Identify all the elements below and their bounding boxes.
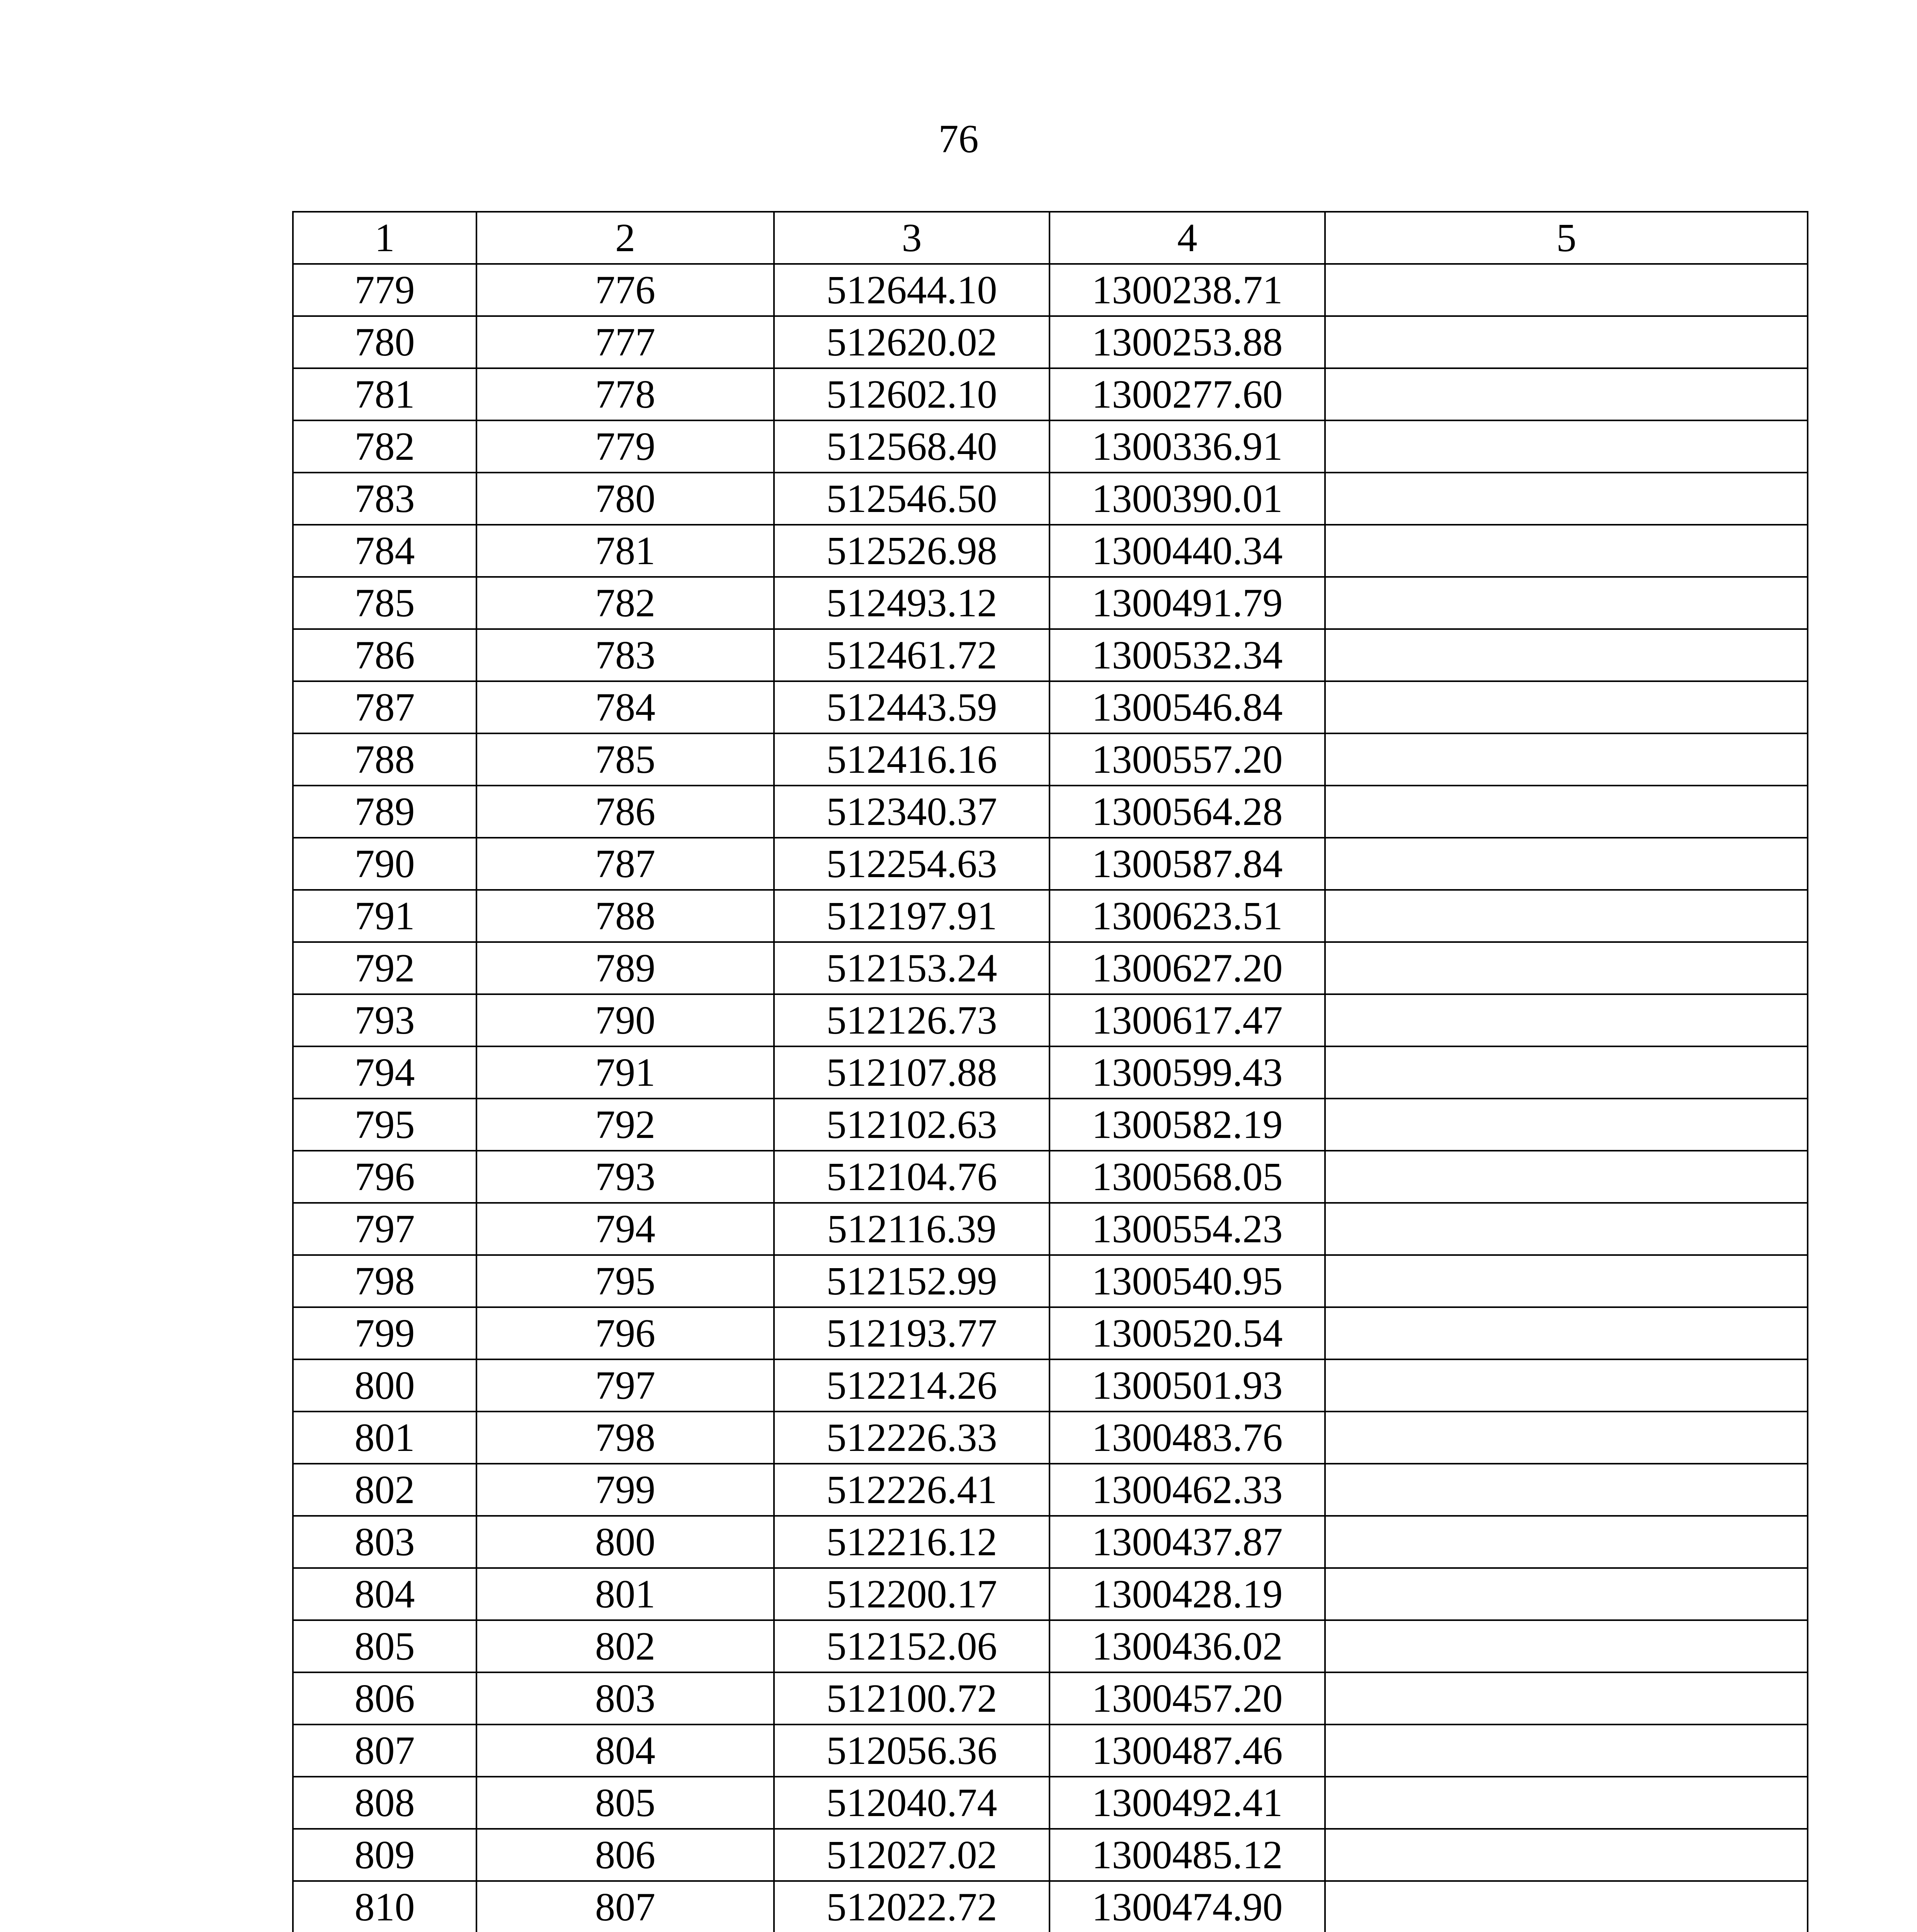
table-cell-col-1: 802 (293, 1464, 476, 1516)
table-cell-col-3: 512200.17 (774, 1568, 1050, 1620)
table-cell-col-3: 512040.74 (774, 1777, 1050, 1829)
table-cell-col-1: 796 (293, 1151, 476, 1203)
table-cell-col-5 (1325, 890, 1808, 942)
header-cell-3: 3 (774, 212, 1050, 264)
table-cell-col-1: 804 (293, 1568, 476, 1620)
table-cell-col-2: 794 (476, 1203, 774, 1255)
table-cell-col-3: 512193.77 (774, 1307, 1050, 1359)
table-cell-col-4: 1300599.43 (1050, 1046, 1325, 1099)
table-row (293, 1464, 1808, 1516)
table-cell-col-4: 1300485.12 (1050, 1829, 1325, 1881)
table-cell-col-2: 780 (476, 473, 774, 525)
table-cell-col-2: 791 (476, 1046, 774, 1099)
table-cell-col-3: 512340.37 (774, 786, 1050, 838)
table-cell-col-5 (1325, 1099, 1808, 1151)
table-cell-col-1: 790 (293, 838, 476, 890)
header-cell-2: 2 (476, 212, 774, 264)
table-cell-col-4: 1300520.54 (1050, 1307, 1325, 1359)
table-cell-col-2: 798 (476, 1412, 774, 1464)
table-cell-col-1: 800 (293, 1359, 476, 1412)
table-cell-col-5 (1325, 1516, 1808, 1568)
table-cell-col-1: 783 (293, 473, 476, 525)
table-cell-col-1: 785 (293, 577, 476, 629)
table-cell-col-1: 806 (293, 1672, 476, 1725)
table-row (293, 629, 1808, 681)
table-cell-col-1: 797 (293, 1203, 476, 1255)
table-row (293, 1777, 1808, 1829)
table-cell-col-2: 800 (476, 1516, 774, 1568)
table-cell-col-5 (1325, 1725, 1808, 1777)
table-cell-col-3: 512102.63 (774, 1099, 1050, 1151)
header-cell-5: 5 (1325, 212, 1808, 264)
table-cell-col-3: 512216.12 (774, 1516, 1050, 1568)
table-cell-col-5 (1325, 681, 1808, 733)
table-row (293, 942, 1808, 994)
table-cell-col-4: 1300546.84 (1050, 681, 1325, 733)
table-cell-col-3: 512214.26 (774, 1359, 1050, 1412)
table-cell-col-4: 1300440.34 (1050, 525, 1325, 577)
table-cell-col-4: 1300492.41 (1050, 1777, 1325, 1829)
table-cell-col-5 (1325, 1203, 1808, 1255)
table-cell-col-4: 1300554.23 (1050, 1203, 1325, 1255)
table-cell-col-3: 512602.10 (774, 368, 1050, 420)
table-row (293, 316, 1808, 368)
table-cell-col-2: 796 (476, 1307, 774, 1359)
table-cell-col-3: 512526.98 (774, 525, 1050, 577)
table-cell-col-4: 1300437.87 (1050, 1516, 1325, 1568)
table-cell-col-2: 799 (476, 1464, 774, 1516)
table-cell-col-5 (1325, 1881, 1808, 1932)
table-cell-col-3: 512620.02 (774, 316, 1050, 368)
table-cell-col-2: 781 (476, 525, 774, 577)
table-cell-col-2: 784 (476, 681, 774, 733)
table-cell-col-3: 512197.91 (774, 890, 1050, 942)
table-row (293, 1725, 1808, 1777)
table-row (293, 1672, 1808, 1725)
table-cell-col-4: 1300532.34 (1050, 629, 1325, 681)
table-cell-col-4: 1300627.20 (1050, 942, 1325, 994)
table-cell-col-5 (1325, 577, 1808, 629)
table-cell-col-3: 512107.88 (774, 1046, 1050, 1099)
table-cell-col-1: 782 (293, 420, 476, 473)
table-row (293, 786, 1808, 838)
table-cell-col-4: 1300238.71 (1050, 264, 1325, 316)
table-cell-col-2: 797 (476, 1359, 774, 1412)
coordinates-table (292, 211, 1808, 1932)
table-cell-col-2: 779 (476, 420, 774, 473)
table-cell-col-4: 1300457.20 (1050, 1672, 1325, 1725)
table-cell-col-4: 1300568.05 (1050, 1151, 1325, 1203)
table-cell-col-3: 512226.33 (774, 1412, 1050, 1464)
table-cell-col-5 (1325, 629, 1808, 681)
table-cell-col-1: 780 (293, 316, 476, 368)
table-cell-col-4: 1300253.88 (1050, 316, 1325, 368)
table-row (293, 681, 1808, 733)
table-cell-col-4: 1300582.19 (1050, 1099, 1325, 1151)
table-cell-col-3: 512568.40 (774, 420, 1050, 473)
table-cell-col-4: 1300487.46 (1050, 1725, 1325, 1777)
table-cell-col-1: 784 (293, 525, 476, 577)
table-cell-col-1: 779 (293, 264, 476, 316)
table-row (293, 1359, 1808, 1412)
table-cell-col-2: 786 (476, 786, 774, 838)
table-cell-col-5 (1325, 1151, 1808, 1203)
table-cell-col-3: 512152.06 (774, 1620, 1050, 1672)
table-cell-col-5 (1325, 733, 1808, 786)
table-cell-col-5 (1325, 1046, 1808, 1099)
table-cell-col-1: 794 (293, 1046, 476, 1099)
table-cell-col-1: 781 (293, 368, 476, 420)
table-cell-col-4: 1300277.60 (1050, 368, 1325, 420)
table-row (293, 994, 1808, 1046)
table-row (293, 1412, 1808, 1464)
table-cell-col-4: 1300462.33 (1050, 1464, 1325, 1516)
table-row (293, 577, 1808, 629)
table-cell-col-3: 512116.39 (774, 1203, 1050, 1255)
table-cell-col-4: 1300587.84 (1050, 838, 1325, 890)
table-row (293, 1255, 1808, 1307)
table-cell-col-5 (1325, 994, 1808, 1046)
table-cell-col-3: 512254.63 (774, 838, 1050, 890)
table-cell-col-3: 512027.02 (774, 1829, 1050, 1881)
table-cell-col-2: 788 (476, 890, 774, 942)
table-cell-col-3: 512644.10 (774, 264, 1050, 316)
table-cell-col-1: 810 (293, 1881, 476, 1932)
table-cell-col-1: 803 (293, 1516, 476, 1568)
table-cell-col-2: 802 (476, 1620, 774, 1672)
table-row (293, 1568, 1808, 1620)
table-cell-col-2: 782 (476, 577, 774, 629)
table-cell-col-5 (1325, 1412, 1808, 1464)
table-body (293, 264, 1808, 1932)
table-cell-col-2: 806 (476, 1829, 774, 1881)
table-cell-col-3: 512100.72 (774, 1672, 1050, 1725)
table-cell-col-5 (1325, 1620, 1808, 1672)
table-cell-col-2: 789 (476, 942, 774, 994)
table-cell-col-1: 799 (293, 1307, 476, 1359)
table-cell-col-1: 801 (293, 1412, 476, 1464)
table-cell-col-1: 793 (293, 994, 476, 1046)
table-cell-col-5 (1325, 1672, 1808, 1725)
table-cell-col-5 (1325, 316, 1808, 368)
table-cell-col-4: 1300617.47 (1050, 994, 1325, 1046)
table-cell-col-1: 792 (293, 942, 476, 994)
table-cell-col-2: 787 (476, 838, 774, 890)
table-row (293, 525, 1808, 577)
table-cell-col-2: 790 (476, 994, 774, 1046)
table-cell-col-5 (1325, 942, 1808, 994)
table-cell-col-1: 789 (293, 786, 476, 838)
header-cell-1: 1 (293, 212, 476, 264)
table-cell-col-4: 1300557.20 (1050, 733, 1325, 786)
table-cell-col-1: 807 (293, 1725, 476, 1777)
table-cell-col-4: 1300483.76 (1050, 1412, 1325, 1464)
table-row (293, 420, 1808, 473)
table-cell-col-4: 1300564.28 (1050, 786, 1325, 838)
table-cell-col-5 (1325, 1829, 1808, 1881)
table-cell-col-3: 512226.41 (774, 1464, 1050, 1516)
table-row (293, 1046, 1808, 1099)
table-cell-col-2: 776 (476, 264, 774, 316)
table-row (293, 1829, 1808, 1881)
table-cell-col-5 (1325, 525, 1808, 577)
table-cell-col-5 (1325, 786, 1808, 838)
table-row (293, 1620, 1808, 1672)
table-cell-col-2: 801 (476, 1568, 774, 1620)
table-cell-col-5 (1325, 473, 1808, 525)
table-cell-col-5 (1325, 420, 1808, 473)
table-cell-col-5 (1325, 1568, 1808, 1620)
table-cell-col-4: 1300428.19 (1050, 1568, 1325, 1620)
table-cell-col-4: 1300540.95 (1050, 1255, 1325, 1307)
table-cell-col-1: 788 (293, 733, 476, 786)
page-number: 76 (938, 117, 979, 161)
table-cell-col-3: 512056.36 (774, 1725, 1050, 1777)
table-cell-col-2: 793 (476, 1151, 774, 1203)
table-cell-col-3: 512152.99 (774, 1255, 1050, 1307)
table-cell-col-1: 795 (293, 1099, 476, 1151)
header-row (293, 212, 1808, 264)
table-cell-col-2: 783 (476, 629, 774, 681)
table-row (293, 733, 1808, 786)
table-cell-col-2: 777 (476, 316, 774, 368)
table-cell-col-3: 512443.59 (774, 681, 1050, 733)
table-cell-col-2: 807 (476, 1881, 774, 1932)
table-cell-col-4: 1300623.51 (1050, 890, 1325, 942)
table-cell-col-1: 787 (293, 681, 476, 733)
table-cell-col-5 (1325, 838, 1808, 890)
table-cell-col-1: 805 (293, 1620, 476, 1672)
table-cell-col-5 (1325, 1307, 1808, 1359)
table-row (293, 890, 1808, 942)
table-row (293, 368, 1808, 420)
table-cell-col-3: 512546.50 (774, 473, 1050, 525)
table-row (293, 1881, 1808, 1932)
table-row (293, 838, 1808, 890)
table-cell-col-2: 795 (476, 1255, 774, 1307)
table-cell-col-4: 1300390.01 (1050, 473, 1325, 525)
table-cell-col-4: 1300491.79 (1050, 577, 1325, 629)
table-cell-col-4: 1300336.91 (1050, 420, 1325, 473)
table-row (293, 1151, 1808, 1203)
table-cell-col-3: 512461.72 (774, 629, 1050, 681)
table-cell-col-2: 778 (476, 368, 774, 420)
table-header (293, 212, 1808, 264)
table-cell-col-3: 512126.73 (774, 994, 1050, 1046)
table-cell-col-4: 1300501.93 (1050, 1359, 1325, 1412)
table-cell-col-5 (1325, 1359, 1808, 1412)
table-cell-col-2: 785 (476, 733, 774, 786)
table-cell-col-5 (1325, 264, 1808, 316)
table-cell-col-4: 1300474.90 (1050, 1881, 1325, 1932)
table-cell-col-2: 804 (476, 1725, 774, 1777)
table-cell-col-1: 809 (293, 1829, 476, 1881)
table-cell-col-1: 786 (293, 629, 476, 681)
header-cell-4: 4 (1050, 212, 1325, 264)
table-cell-col-3: 512022.72 (774, 1881, 1050, 1932)
table-cell-col-2: 803 (476, 1672, 774, 1725)
table-cell-col-3: 512416.16 (774, 733, 1050, 786)
table-row (293, 1203, 1808, 1255)
table-row (293, 1099, 1808, 1151)
table-cell-col-3: 512104.76 (774, 1151, 1050, 1203)
table-cell-col-5 (1325, 1464, 1808, 1516)
table-cell-col-1: 791 (293, 890, 476, 942)
table-cell-col-4: 1300436.02 (1050, 1620, 1325, 1672)
table-cell-col-5 (1325, 368, 1808, 420)
table-cell-col-2: 792 (476, 1099, 774, 1151)
table-cell-col-5 (1325, 1777, 1808, 1829)
table-row (293, 1307, 1808, 1359)
table-row (293, 473, 1808, 525)
table-cell-col-1: 798 (293, 1255, 476, 1307)
table-cell-col-5 (1325, 1255, 1808, 1307)
table-row (293, 1516, 1808, 1568)
table-cell-col-3: 512153.24 (774, 942, 1050, 994)
table-cell-col-2: 805 (476, 1777, 774, 1829)
table-row (293, 264, 1808, 316)
table-cell-col-3: 512493.12 (774, 577, 1050, 629)
table-cell-col-1: 808 (293, 1777, 476, 1829)
